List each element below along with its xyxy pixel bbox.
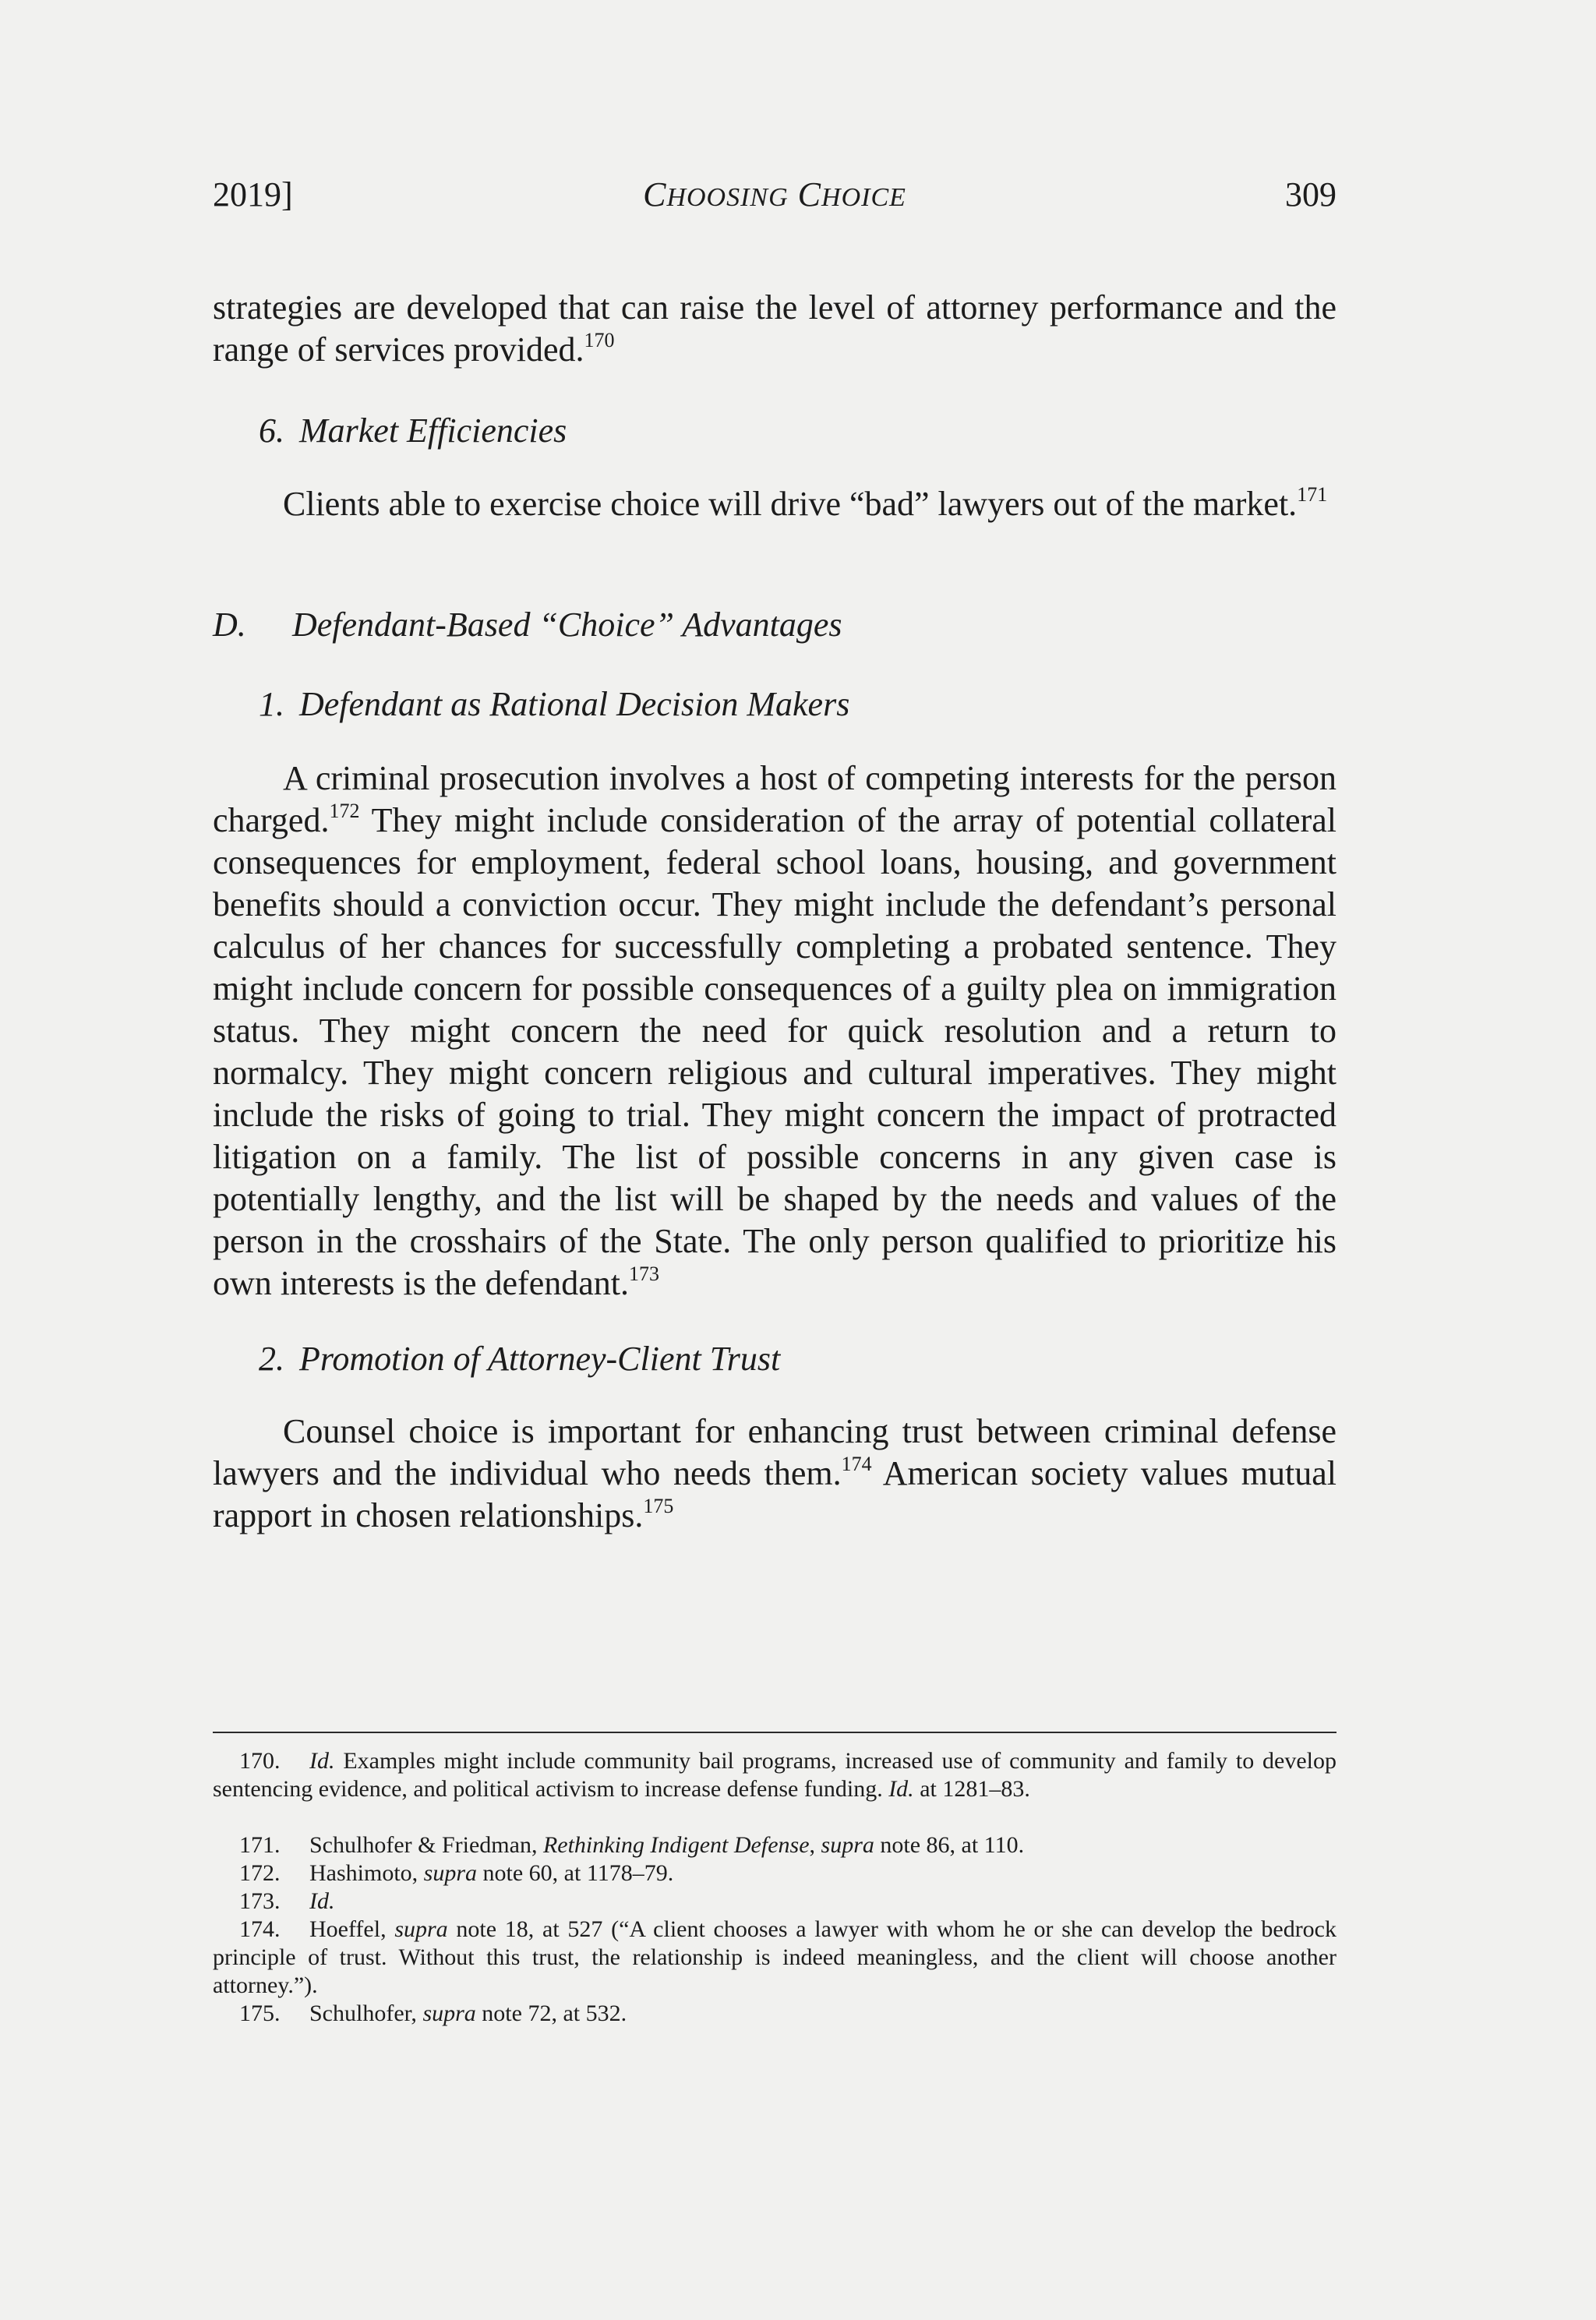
footnote-174: 174. Hoeffel, supra note 18, at 527 (“A client chooses a lawyer with whom he or she can develop the bedrock principle of trust. Without this trust, the relationship is indeed meaningless, and the client will choose another attorney.”). xyxy=(213,1916,1336,1998)
footnote-ref-172[interactable]: 172 xyxy=(329,800,360,823)
heading-rational-decision-makers: 1. Defendant as Rational Decision Makers xyxy=(259,685,850,723)
heading-market-efficiencies: 6. Market Efficiencies xyxy=(259,411,567,450)
paragraph-continuation: strategies are developed that can raise the level of attorney performance and the range of services provided.$^{170}$ xyxy=(213,288,1336,369)
footnote-171: 171. Schulhofer & Friedman, Rethinking Indigent Defense, supra note 86, at 110. xyxy=(239,1832,1025,1858)
paragraph-trust: Counsel choice is important for enhancing trust between criminal defense lawyers and the individual who needs them.$^{174}$ American society values mutual rapport in chosen relationships.$^{175}$ xyxy=(213,1412,1336,1534)
heading-defendant-based-choice: D. Defendant-Based “Choice” Advantages xyxy=(213,606,842,644)
footnote-170: 170. Id. Examples might include community bail programs, increased use of community and family to develop sentencing evidence, and political activism to increase defense funding. Id. at 1281–83. xyxy=(213,1748,1336,1802)
heading-attorney-client-trust: 2. Promotion of Attorney-Client Trust xyxy=(259,1340,781,1378)
footnote-172: 172. Hashimoto, supra note 60, at 1178–79. xyxy=(239,1860,674,1886)
paragraph-rational-decision: A criminal prosecution involves a host of competing interests for the person charged.$^{172}$ They might include consideration of the array of potential collateral consequences for employment, federal school loans, housing, and government benefits should a conviction occur. They might include the defendant’s personal calculus of her chances for successfully completing a probated sentence. They might include concern for possible consequences of a guilty plea on immigration status. They might concern the need for quick resolution and a return to normalcy. They might concern religious and cultural imperatives. They might include the risks of going to trial. They might concern the impact of protracted litigation on a family. The list of possible concerns in any given case is potentially lengthy, and the list will be shaped by the needs and values of the person in the crosshairs of the State. The only person qualified to prioritize his own interests is the defendant.$^{173}$ xyxy=(213,759,1336,1302)
footnote-ref-175[interactable]: 175 xyxy=(643,1495,674,1518)
header-title: CHOOSING CHOICE xyxy=(643,175,906,214)
page-number: 309 xyxy=(1285,175,1336,214)
footnote-173: 173. Id. xyxy=(239,1888,335,1914)
footnote-ref-170[interactable]: 170 xyxy=(584,329,615,352)
header-year: 2019] xyxy=(213,175,293,214)
footnote-175: 175. Schulhofer, supra note 72, at 532. xyxy=(239,2000,627,2026)
footnote-ref-173[interactable]: 173 xyxy=(628,1262,659,1286)
footnote-ref-171[interactable]: 171 xyxy=(1297,483,1328,507)
paragraph-market: Clients able to exercise choice will drive “bad” lawyers out of the market.$^{171}$ xyxy=(283,483,1328,523)
running-header xyxy=(213,175,1336,221)
footnote-divider xyxy=(213,1732,1336,1733)
footnote-ref-174[interactable]: 174 xyxy=(841,1453,872,1476)
